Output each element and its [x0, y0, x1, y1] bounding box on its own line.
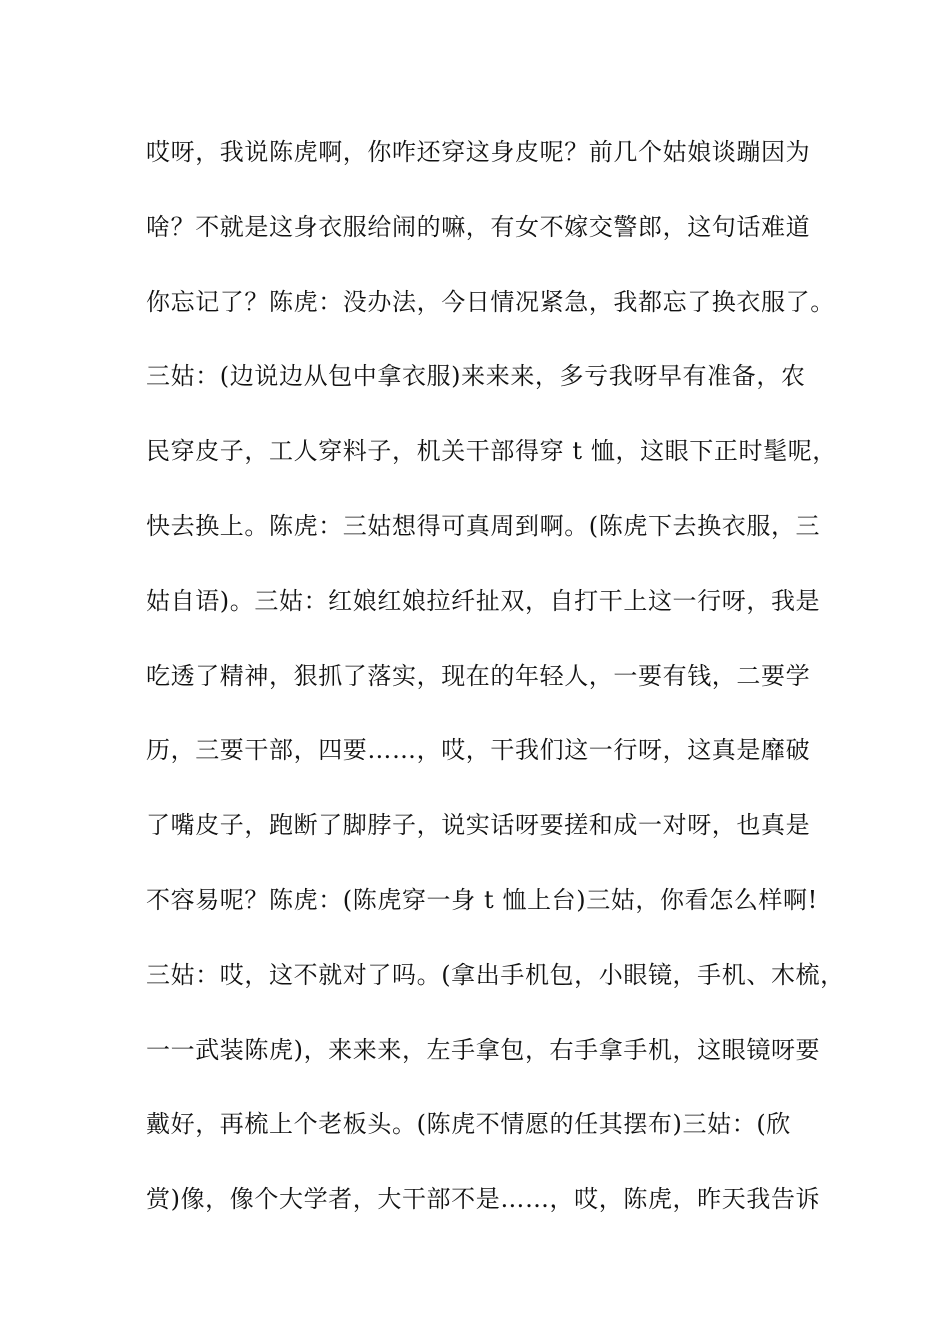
text-line: 赏)像，像个大学者，大干部不是……，哎，陈虎，昨天我告诉 — [146, 1185, 821, 1214]
text-line: 你忘记了？陈虎：没办法，今日情况紧急，我都忘了换衣服了。 — [146, 287, 835, 316]
text-line: 哎呀，我说陈虎啊，你咋还穿这身皮呢？前几个姑娘谈蹦因为 — [146, 138, 811, 166]
text-line: 了嘴皮子，跑断了脚脖子，说实话呀要搓和成一对呀，也真是 — [146, 811, 811, 840]
text-line: 姑自语)。三姑：红娘红娘拉纤扯双，自打干上这一行呀，我是 — [146, 586, 821, 615]
body-text — [146, 130, 845, 1252]
text-line: 啥？不就是这身衣服给闹的嘛，有女不嫁交警郎，这句话难道 — [146, 212, 811, 241]
text-line: 快去换上。陈虎：三姑想得可真周到啊。(陈虎下去换衣服，三 — [146, 511, 821, 540]
text-line: 不容易呢？陈虎：(陈虎穿一身 t 恤上台)三姑，你看怎么样啊! — [146, 885, 818, 914]
text-line: 民穿皮子，工人穿料子，机关干部得穿 t 恤，这眼下正时髦呢， — [146, 437, 837, 466]
text-line: 三姑：(边说边从包中拿衣服)来来来，多亏我呀早有准备，农 — [146, 362, 806, 391]
text-line: 吃透了精神，狠抓了落实，现在的年轻人，一要有钱，二要学 — [146, 661, 811, 690]
text-line: 三姑：哎，这不就对了吗。(拿出手机包，小眼镜，手机、木梳， — [146, 960, 845, 989]
text-line: 一一武装陈虎)，来来来，左手拿包，右手拿手机，这眼镜呀要 — [146, 1035, 821, 1064]
text-line: 历，三要干部，四要……，哎，干我们这一行呀，这真是靡破 — [146, 736, 811, 765]
text-line: 戴好，再梳上个老板头。(陈虎不情愿的任其摆布)三姑：(欣 — [146, 1110, 791, 1139]
